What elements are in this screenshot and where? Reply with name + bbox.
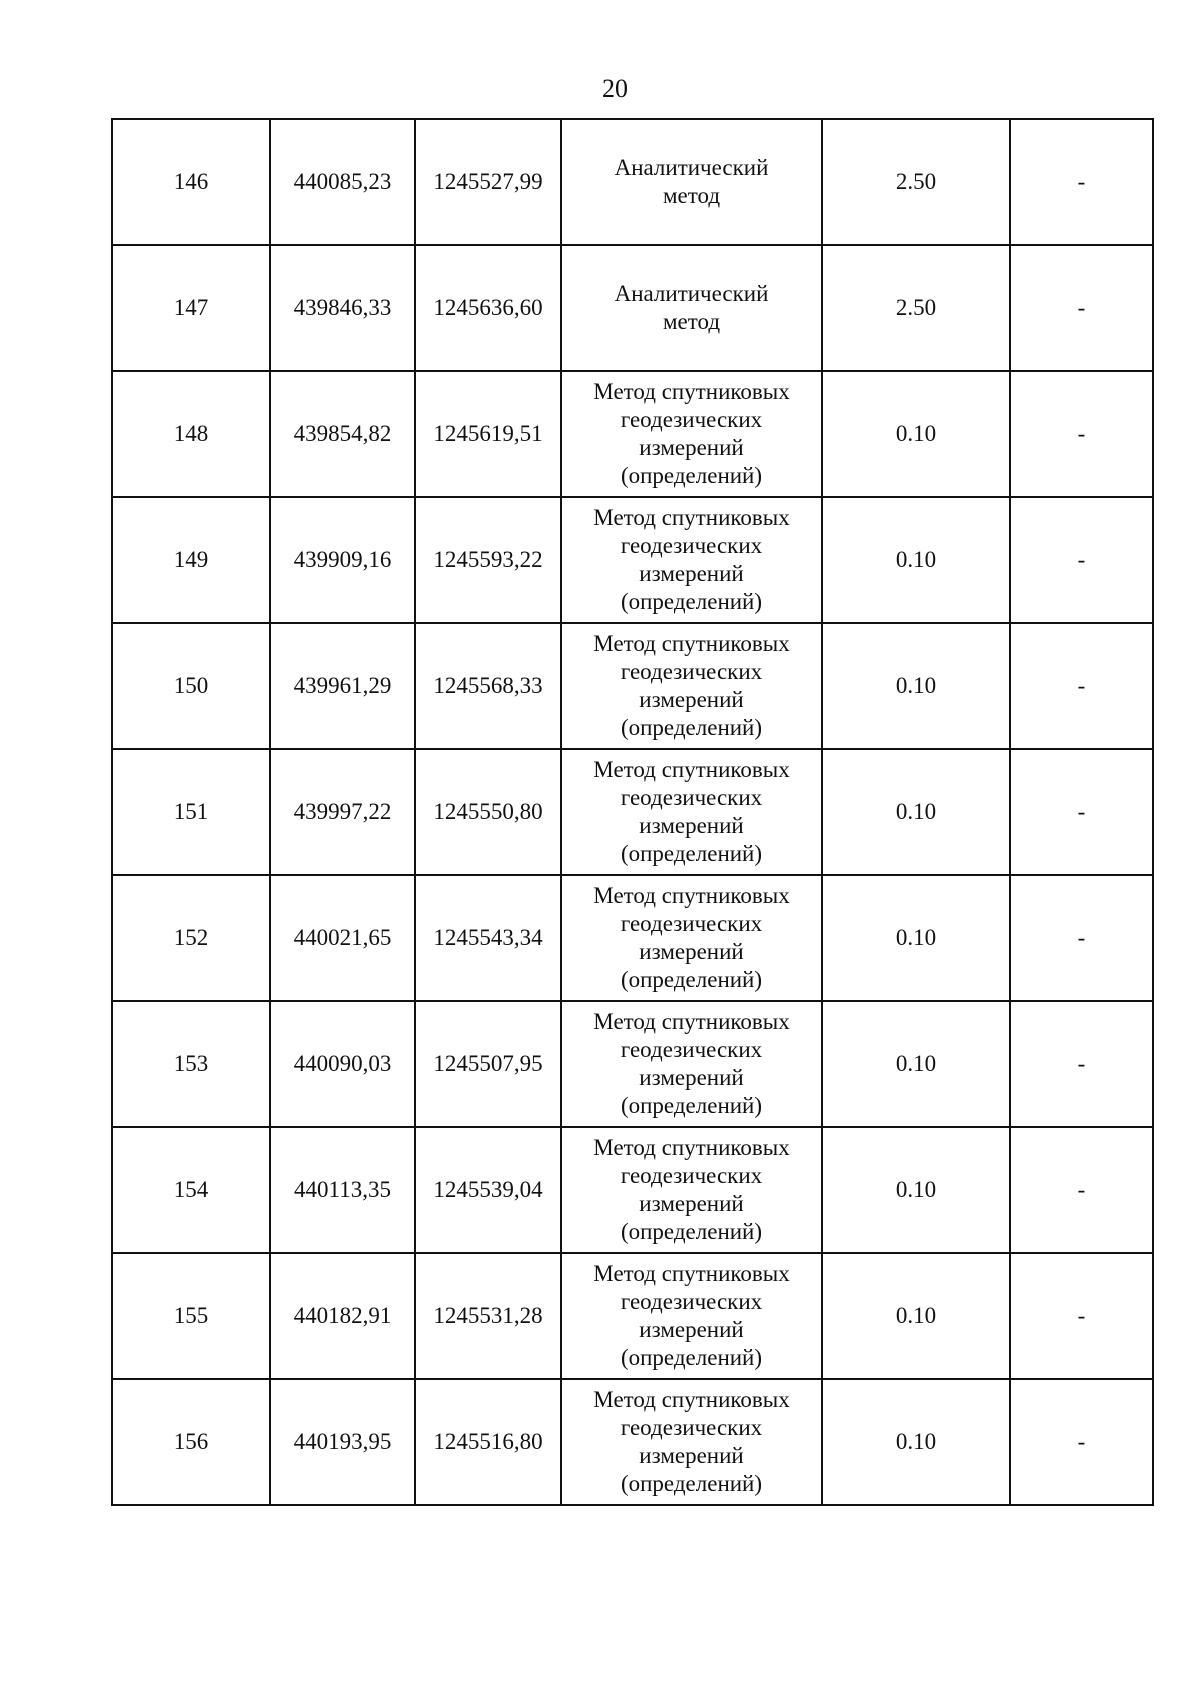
method-cell — [561, 875, 822, 1001]
method-line: метод — [662, 309, 721, 334]
accuracy-cell: 0.10 — [822, 1127, 1010, 1253]
method-line: Метод спутниковых — [593, 883, 790, 908]
table-row — [112, 749, 1153, 875]
method-cell — [561, 245, 822, 371]
method-cell — [561, 749, 822, 875]
point-number-cell: 146 — [112, 119, 270, 245]
accuracy-cell: 0.10 — [822, 623, 1010, 749]
accuracy-cell: 0.10 — [822, 1379, 1010, 1505]
note-cell: - — [1010, 875, 1153, 1001]
method-line: (определений) — [620, 967, 763, 992]
method-line: (определений) — [620, 1345, 763, 1370]
method-line: (определений) — [620, 463, 763, 488]
method-line: Метод спутниковых — [593, 757, 790, 782]
y-coordinate-cell: 1245527,99 — [415, 119, 561, 245]
accuracy-cell: 2.50 — [822, 119, 1010, 245]
method-line: геодезических — [620, 1289, 763, 1314]
method-line: Метод спутниковых — [593, 1009, 790, 1034]
note-cell: - — [1010, 1001, 1153, 1127]
accuracy-cell: 0.10 — [822, 1253, 1010, 1379]
method-line: (определений) — [620, 1219, 763, 1244]
y-coordinate-cell: 1245543,34 — [415, 875, 561, 1001]
x-coordinate-cell: 440182,91 — [270, 1253, 415, 1379]
method-line: геодезических — [620, 533, 763, 558]
point-number-cell: 155 — [112, 1253, 270, 1379]
page-number: 20 — [602, 74, 628, 103]
method-line: Метод спутниковых — [593, 1261, 790, 1286]
table-row — [112, 119, 1153, 245]
x-coordinate-cell: 440085,23 — [270, 119, 415, 245]
method-cell — [561, 1001, 822, 1127]
note-cell: - — [1010, 1379, 1153, 1505]
y-coordinate-cell: 1245636,60 — [415, 245, 561, 371]
point-number-cell: 153 — [112, 1001, 270, 1127]
x-coordinate-cell: 440193,95 — [270, 1379, 415, 1505]
method-line: измерений — [639, 561, 744, 586]
point-number-cell: 151 — [112, 749, 270, 875]
coordinates-table — [111, 118, 1154, 1506]
method-line: Аналитический — [614, 155, 769, 180]
note-cell: - — [1010, 623, 1153, 749]
method-line: измерений — [639, 939, 744, 964]
note-cell: - — [1010, 749, 1153, 875]
method-cell — [561, 371, 822, 497]
method-line: измерений — [639, 1443, 744, 1468]
point-number-cell: 152 — [112, 875, 270, 1001]
table-body — [112, 119, 1153, 1505]
note-cell: - — [1010, 1127, 1153, 1253]
y-coordinate-cell: 1245539,04 — [415, 1127, 561, 1253]
x-coordinate-cell: 440113,35 — [270, 1127, 415, 1253]
method-line: (определений) — [620, 841, 763, 866]
accuracy-cell: 0.10 — [822, 371, 1010, 497]
method-line: геодезических — [620, 785, 763, 810]
x-coordinate-cell: 439961,29 — [270, 623, 415, 749]
method-line: Аналитический — [614, 281, 769, 306]
accuracy-cell: 2.50 — [822, 245, 1010, 371]
method-line: геодезических — [620, 407, 763, 432]
method-line: измерений — [639, 813, 744, 838]
y-coordinate-cell: 1245531,28 — [415, 1253, 561, 1379]
y-coordinate-cell: 1245619,51 — [415, 371, 561, 497]
y-coordinate-cell: 1245507,95 — [415, 1001, 561, 1127]
method-line: измерений — [639, 687, 744, 712]
accuracy-cell: 0.10 — [822, 875, 1010, 1001]
point-number-cell: 149 — [112, 497, 270, 623]
x-coordinate-cell: 439854,82 — [270, 371, 415, 497]
method-cell — [561, 497, 822, 623]
point-number-cell: 147 — [112, 245, 270, 371]
x-coordinate-cell: 439997,22 — [270, 749, 415, 875]
method-cell — [561, 623, 822, 749]
table-row — [112, 875, 1153, 1001]
method-line: Метод спутниковых — [593, 1135, 790, 1160]
method-line: метод — [662, 183, 721, 208]
point-number-cell: 154 — [112, 1127, 270, 1253]
table-row — [112, 1127, 1153, 1253]
note-cell: - — [1010, 371, 1153, 497]
method-line: (определений) — [620, 715, 763, 740]
table-row — [112, 1253, 1153, 1379]
accuracy-cell: 0.10 — [822, 1001, 1010, 1127]
table-row — [112, 1001, 1153, 1127]
method-line: геодезических — [620, 1163, 763, 1188]
method-line: (определений) — [620, 1471, 763, 1496]
method-line: измерений — [639, 1065, 744, 1090]
method-line: измерений — [639, 435, 744, 460]
method-line: геодезических — [620, 659, 763, 684]
table-row — [112, 1379, 1153, 1505]
x-coordinate-cell: 439846,33 — [270, 245, 415, 371]
method-line: Метод спутниковых — [593, 379, 790, 404]
method-line: Метод спутниковых — [593, 505, 790, 530]
x-coordinate-cell: 439909,16 — [270, 497, 415, 623]
method-cell — [561, 1379, 822, 1505]
accuracy-cell: 0.10 — [822, 749, 1010, 875]
method-line: Метод спутниковых — [593, 1387, 790, 1412]
y-coordinate-cell: 1245593,22 — [415, 497, 561, 623]
table-row — [112, 497, 1153, 623]
x-coordinate-cell: 440021,65 — [270, 875, 415, 1001]
method-line: геодезических — [620, 1415, 763, 1440]
y-coordinate-cell: 1245516,80 — [415, 1379, 561, 1505]
method-line: геодезических — [620, 911, 763, 936]
method-line: (определений) — [620, 1093, 763, 1118]
method-line: измерений — [639, 1191, 744, 1216]
y-coordinate-cell: 1245550,80 — [415, 749, 561, 875]
method-cell — [561, 119, 822, 245]
method-cell — [561, 1127, 822, 1253]
point-number-cell: 156 — [112, 1379, 270, 1505]
point-number-cell: 150 — [112, 623, 270, 749]
x-coordinate-cell: 440090,03 — [270, 1001, 415, 1127]
method-line: геодезических — [620, 1037, 763, 1062]
note-cell: - — [1010, 245, 1153, 371]
note-cell: - — [1010, 1253, 1153, 1379]
table-row — [112, 245, 1153, 371]
method-line: (определений) — [620, 589, 763, 614]
note-cell: - — [1010, 119, 1153, 245]
method-line: измерений — [639, 1317, 744, 1342]
table-row — [112, 623, 1153, 749]
method-line: Метод спутниковых — [593, 631, 790, 656]
note-cell: - — [1010, 497, 1153, 623]
y-coordinate-cell: 1245568,33 — [415, 623, 561, 749]
accuracy-cell: 0.10 — [822, 497, 1010, 623]
method-cell — [561, 1253, 822, 1379]
point-number-cell: 148 — [112, 371, 270, 497]
table-row — [112, 371, 1153, 497]
